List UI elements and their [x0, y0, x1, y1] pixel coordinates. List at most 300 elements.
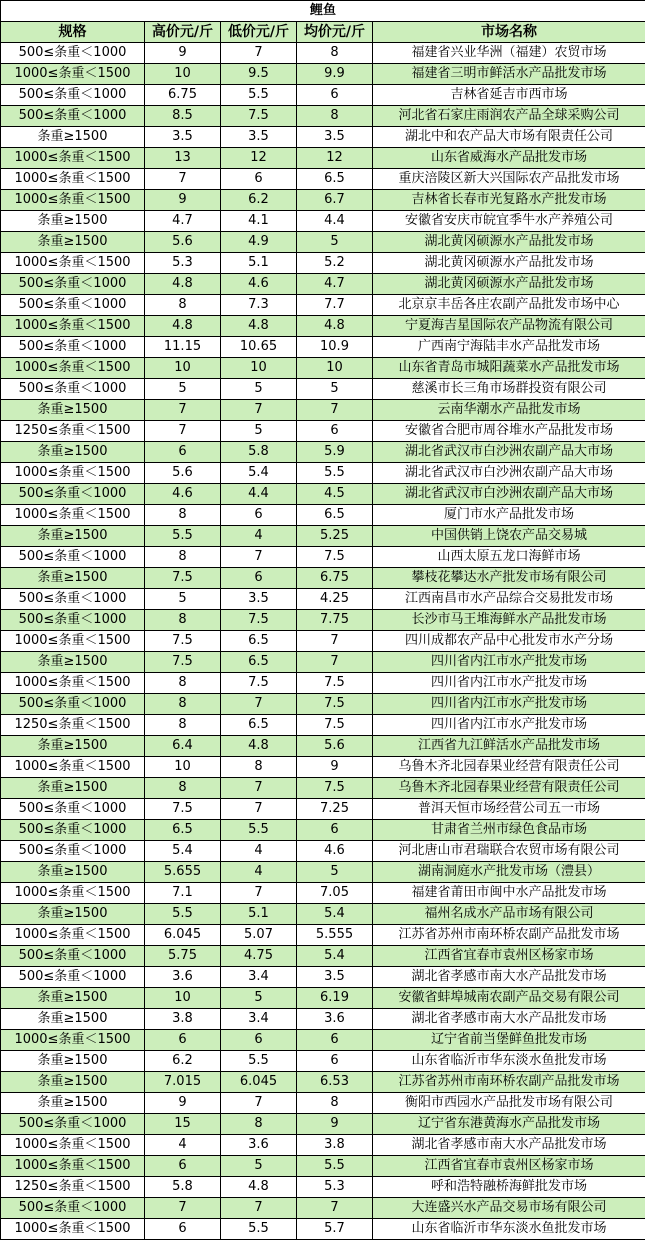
cell-low-price: 5.5 [221, 85, 297, 106]
cell-spec: 500≤条重＜1000 [1, 43, 145, 64]
cell-high-price: 5.4 [145, 841, 221, 862]
cell-low-price: 3.6 [221, 1135, 297, 1156]
cell-high-price: 7 [145, 400, 221, 421]
cell-high-price: 7 [145, 169, 221, 190]
table-row [1, 337, 645, 358]
cell-avg-price: 7 [297, 400, 373, 421]
table-row [1, 505, 645, 526]
cell-market-name: 湖北黄冈硕源水产品批发市场 [373, 253, 645, 274]
cell-high-price: 8 [145, 547, 221, 568]
table-row [1, 736, 645, 757]
cell-market-name: 乌鲁木齐北园春果业经营有限责任公司 [373, 778, 645, 799]
cell-avg-price: 5.5 [297, 463, 373, 484]
title-row [1, 1, 645, 22]
cell-low-price: 9.5 [221, 64, 297, 85]
cell-avg-price: 7.5 [297, 778, 373, 799]
table-row [1, 127, 645, 148]
cell-high-price: 6 [145, 1030, 221, 1051]
cell-avg-price: 12 [297, 148, 373, 169]
cell-avg-price: 6.19 [297, 988, 373, 1009]
cell-high-price: 5.3 [145, 253, 221, 274]
cell-spec: 1000≤条重＜1500 [1, 505, 145, 526]
table-row [1, 316, 645, 337]
cell-market-name: 湖北省武汉市白沙洲农副产品大市场 [373, 463, 645, 484]
cell-low-price: 6.2 [221, 190, 297, 211]
cell-market-name: 厦门市水产品批发市场 [373, 505, 645, 526]
cell-avg-price: 3.6 [297, 1009, 373, 1030]
cell-avg-price: 5.9 [297, 442, 373, 463]
cell-market-name: 宁夏海吉星国际农产品物流有限公司 [373, 316, 645, 337]
table-row [1, 1219, 645, 1240]
cell-high-price: 10 [145, 64, 221, 85]
cell-market-name: 江苏省苏州市南环桥农副产品批发市场 [373, 1072, 645, 1093]
cell-avg-price: 5.3 [297, 1177, 373, 1198]
cell-avg-price: 6 [297, 1051, 373, 1072]
cell-high-price: 5.6 [145, 232, 221, 253]
table-row [1, 106, 645, 127]
cell-spec: 500≤条重＜1000 [1, 946, 145, 967]
table-row [1, 358, 645, 379]
cell-low-price: 6 [221, 169, 297, 190]
table-row [1, 232, 645, 253]
cell-high-price: 8 [145, 295, 221, 316]
cell-low-price: 8 [221, 757, 297, 778]
cell-avg-price: 7.5 [297, 694, 373, 715]
table-row [1, 211, 645, 232]
cell-spec: 500≤条重＜1000 [1, 610, 145, 631]
cell-avg-price: 5.5 [297, 1156, 373, 1177]
cell-avg-price: 9 [297, 757, 373, 778]
header-row [1, 22, 645, 43]
cell-high-price: 3.8 [145, 1009, 221, 1030]
cell-avg-price: 7.5 [297, 547, 373, 568]
cell-avg-price: 7 [297, 631, 373, 652]
table-row [1, 841, 645, 862]
cell-spec: 条重≥1500 [1, 1072, 145, 1093]
cell-high-price: 5.655 [145, 862, 221, 883]
table-row [1, 1093, 645, 1114]
cell-low-price: 6 [221, 568, 297, 589]
table-row [1, 757, 645, 778]
cell-low-price: 7.5 [221, 106, 297, 127]
cell-market-name: 重庆涪陵区新大兴国际农产品批发市场 [373, 169, 645, 190]
cell-spec: 条重≥1500 [1, 1009, 145, 1030]
cell-market-name: 湖北黄冈硕源水产品批发市场 [373, 232, 645, 253]
cell-high-price: 3.5 [145, 127, 221, 148]
table-row [1, 1030, 645, 1051]
cell-high-price: 6.045 [145, 925, 221, 946]
cell-low-price: 3.4 [221, 1009, 297, 1030]
cell-avg-price: 7.5 [297, 673, 373, 694]
cell-market-name: 福建省三明市鲜活水产品批发市场 [373, 64, 645, 85]
cell-spec: 1000≤条重＜1500 [1, 316, 145, 337]
cell-high-price: 9 [145, 43, 221, 64]
cell-high-price: 10 [145, 358, 221, 379]
table-row [1, 694, 645, 715]
cell-market-name: 乌鲁木齐北园春果业经营有限责任公司 [373, 757, 645, 778]
cell-high-price: 10 [145, 757, 221, 778]
cell-market-name: 四川省内江市水产批发市场 [373, 715, 645, 736]
cell-avg-price: 6.75 [297, 568, 373, 589]
cell-avg-price: 4.5 [297, 484, 373, 505]
cell-avg-price: 5.25 [297, 526, 373, 547]
table-row [1, 1198, 645, 1219]
cell-avg-price: 5 [297, 232, 373, 253]
cell-low-price: 10 [221, 358, 297, 379]
cell-low-price: 4.6 [221, 274, 297, 295]
cell-high-price: 6 [145, 1156, 221, 1177]
cell-low-price: 5.5 [221, 820, 297, 841]
cell-spec: 1000≤条重＜1500 [1, 358, 145, 379]
cell-low-price: 5 [221, 988, 297, 1009]
cell-market-name: 甘肃省兰州市绿色食品市场 [373, 820, 645, 841]
table-row [1, 568, 645, 589]
cell-market-name: 湖北中和农产品大市场有限责任公司 [373, 127, 645, 148]
cell-spec: 1250≤条重＜1500 [1, 715, 145, 736]
cell-high-price: 15 [145, 1114, 221, 1135]
table-title: 鲤鱼 [1, 1, 645, 22]
cell-spec: 1000≤条重＜1500 [1, 631, 145, 652]
table-row [1, 547, 645, 568]
cell-market-name: 河北唐山市君瑞联合农贸市场有限公司 [373, 841, 645, 862]
cell-high-price: 7.5 [145, 799, 221, 820]
cell-spec: 500≤条重＜1000 [1, 799, 145, 820]
cell-avg-price: 6.5 [297, 169, 373, 190]
cell-avg-price: 8 [297, 43, 373, 64]
cell-avg-price: 3.8 [297, 1135, 373, 1156]
header-spec: 规格 [1, 22, 145, 43]
cell-spec: 1000≤条重＜1500 [1, 673, 145, 694]
cell-market-name: 辽宁省东港黄海水产品批发市场 [373, 1114, 645, 1135]
cell-spec: 条重≥1500 [1, 127, 145, 148]
table-row [1, 1156, 645, 1177]
cell-spec: 1000≤条重＜1500 [1, 1219, 145, 1240]
header-high-price: 高价元/斤 [145, 22, 221, 43]
cell-high-price: 7.5 [145, 652, 221, 673]
cell-low-price: 7.3 [221, 295, 297, 316]
table-row [1, 862, 645, 883]
cell-high-price: 5 [145, 379, 221, 400]
cell-high-price: 13 [145, 148, 221, 169]
cell-low-price: 5.07 [221, 925, 297, 946]
cell-avg-price: 5 [297, 862, 373, 883]
table-row [1, 442, 645, 463]
cell-low-price: 6.045 [221, 1072, 297, 1093]
cell-avg-price: 6.5 [297, 505, 373, 526]
cell-high-price: 7.1 [145, 883, 221, 904]
cell-market-name: 湖南洞庭水产批发市场（澧县） [373, 862, 645, 883]
table-row [1, 967, 645, 988]
cell-low-price: 4.8 [221, 316, 297, 337]
cell-avg-price: 5.7 [297, 1219, 373, 1240]
table-row [1, 1009, 645, 1030]
cell-market-name: 江西省宜春市袁州区杨家市场 [373, 1156, 645, 1177]
cell-market-name: 湖北省孝感市南大水产品批发市场 [373, 1135, 645, 1156]
cell-spec: 500≤条重＜1000 [1, 820, 145, 841]
table-row [1, 379, 645, 400]
cell-spec: 条重≥1500 [1, 862, 145, 883]
cell-market-name: 福建省莆田市闽中水产品批发市场 [373, 883, 645, 904]
cell-avg-price: 9 [297, 1114, 373, 1135]
cell-spec: 500≤条重＜1000 [1, 379, 145, 400]
cell-avg-price: 10 [297, 358, 373, 379]
cell-avg-price: 4.4 [297, 211, 373, 232]
table-row [1, 484, 645, 505]
cell-high-price: 6.5 [145, 820, 221, 841]
table-row [1, 421, 645, 442]
table-row [1, 904, 645, 925]
cell-market-name: 江苏省苏州市南环桥农副产品批发市场 [373, 925, 645, 946]
table-row [1, 610, 645, 631]
cell-high-price: 5.75 [145, 946, 221, 967]
table-row [1, 799, 645, 820]
cell-high-price: 11.15 [145, 337, 221, 358]
table-row [1, 778, 645, 799]
cell-low-price: 4.4 [221, 484, 297, 505]
cell-avg-price: 5.555 [297, 925, 373, 946]
cell-spec: 500≤条重＜1000 [1, 337, 145, 358]
cell-low-price: 5.4 [221, 463, 297, 484]
cell-high-price: 6 [145, 442, 221, 463]
cell-avg-price: 6.7 [297, 190, 373, 211]
cell-market-name: 山东省临沂市华东淡水鱼批发市场 [373, 1051, 645, 1072]
cell-spec: 1000≤条重＜1500 [1, 253, 145, 274]
table-row [1, 463, 645, 484]
cell-high-price: 8 [145, 673, 221, 694]
cell-avg-price: 5.4 [297, 904, 373, 925]
table-row [1, 253, 645, 274]
cell-low-price: 5 [221, 421, 297, 442]
cell-spec: 条重≥1500 [1, 526, 145, 547]
cell-high-price: 5.6 [145, 463, 221, 484]
cell-spec: 条重≥1500 [1, 211, 145, 232]
cell-market-name: 安徽省合肥市周谷堆水产品批发市场 [373, 421, 645, 442]
cell-spec: 条重≥1500 [1, 1051, 145, 1072]
cell-spec: 条重≥1500 [1, 232, 145, 253]
table-row [1, 673, 645, 694]
cell-low-price: 7.5 [221, 610, 297, 631]
cell-spec: 1000≤条重＜1500 [1, 883, 145, 904]
cell-spec: 1250≤条重＜1500 [1, 1177, 145, 1198]
cell-low-price: 6.5 [221, 631, 297, 652]
cell-spec: 500≤条重＜1000 [1, 841, 145, 862]
cell-low-price: 5 [221, 1156, 297, 1177]
cell-avg-price: 4.6 [297, 841, 373, 862]
cell-high-price: 6.2 [145, 1051, 221, 1072]
cell-avg-price: 5 [297, 379, 373, 400]
cell-spec: 500≤条重＜1000 [1, 484, 145, 505]
cell-avg-price: 7 [297, 652, 373, 673]
cell-market-name: 吉林省长春市光复路水产批发市场 [373, 190, 645, 211]
cell-high-price: 8 [145, 610, 221, 631]
cell-market-name: 攀枝花攀达水产批发市场有限公司 [373, 568, 645, 589]
cell-avg-price: 4.7 [297, 274, 373, 295]
cell-low-price: 10.65 [221, 337, 297, 358]
cell-market-name: 四川省内江市水产批发市场 [373, 694, 645, 715]
cell-spec: 条重≥1500 [1, 652, 145, 673]
cell-low-price: 4.8 [221, 1177, 297, 1198]
table-row [1, 820, 645, 841]
cell-spec: 条重≥1500 [1, 736, 145, 757]
cell-avg-price: 3.5 [297, 967, 373, 988]
cell-low-price: 5.1 [221, 253, 297, 274]
cell-low-price: 5.5 [221, 1219, 297, 1240]
table-row [1, 1135, 645, 1156]
cell-market-name: 普洱天恒市场经营公司五一市场 [373, 799, 645, 820]
cell-avg-price: 7.5 [297, 715, 373, 736]
table-row [1, 631, 645, 652]
cell-avg-price: 7.05 [297, 883, 373, 904]
cell-market-name: 四川成都农产品中心批发市水产分场 [373, 631, 645, 652]
table-row [1, 64, 645, 85]
cell-spec: 条重≥1500 [1, 400, 145, 421]
cell-low-price: 8 [221, 1114, 297, 1135]
cell-market-name: 呼和浩特融桥海鲜批发市场 [373, 1177, 645, 1198]
cell-market-name: 河北省石家庄雨润农产品全球采购公司 [373, 106, 645, 127]
cell-low-price: 7 [221, 1198, 297, 1219]
cell-market-name: 湖北省孝感市南大水产品批发市场 [373, 1009, 645, 1030]
cell-high-price: 6 [145, 1219, 221, 1240]
cell-high-price: 7.5 [145, 631, 221, 652]
cell-market-name: 湖北省孝感市南大水产品批发市场 [373, 967, 645, 988]
cell-market-name: 大连盛兴水产品交易市场有限公司 [373, 1198, 645, 1219]
cell-market-name: 福建省兴业华洲（福建）农贸市场 [373, 43, 645, 64]
cell-spec: 500≤条重＜1000 [1, 106, 145, 127]
cell-high-price: 7 [145, 421, 221, 442]
cell-low-price: 6.5 [221, 715, 297, 736]
cell-avg-price: 6 [297, 1030, 373, 1051]
cell-market-name: 山东省临沂市华东淡水鱼批发市场 [373, 1219, 645, 1240]
table-row [1, 43, 645, 64]
cell-market-name: 中国供销上饶农产品交易城 [373, 526, 645, 547]
cell-market-name: 山东省青岛市城阳蔬菜水产品批发市场 [373, 358, 645, 379]
cell-high-price: 8 [145, 694, 221, 715]
table-row [1, 925, 645, 946]
cell-spec: 条重≥1500 [1, 442, 145, 463]
table-row [1, 295, 645, 316]
cell-avg-price: 6.53 [297, 1072, 373, 1093]
cell-low-price: 4.8 [221, 736, 297, 757]
table-row [1, 652, 645, 673]
cell-market-name: 安徽省安庆市皖宜季牛水产养殖公司 [373, 211, 645, 232]
cell-high-price: 8.5 [145, 106, 221, 127]
cell-spec: 500≤条重＜1000 [1, 694, 145, 715]
cell-market-name: 云南华潮水产品批发市场 [373, 400, 645, 421]
cell-spec: 500≤条重＜1000 [1, 274, 145, 295]
cell-low-price: 7 [221, 799, 297, 820]
cell-high-price: 5.5 [145, 526, 221, 547]
cell-low-price: 4.75 [221, 946, 297, 967]
cell-low-price: 7 [221, 694, 297, 715]
cell-market-name: 安徽省蚌埠城南农副产品交易有限公司 [373, 988, 645, 1009]
cell-spec: 条重≥1500 [1, 904, 145, 925]
cell-high-price: 4.6 [145, 484, 221, 505]
cell-avg-price: 7.25 [297, 799, 373, 820]
cell-spec: 条重≥1500 [1, 988, 145, 1009]
cell-avg-price: 5.6 [297, 736, 373, 757]
cell-market-name: 湖北省武汉市白沙洲农副产品大市场 [373, 484, 645, 505]
cell-market-name: 慈溪市长三角市场群投资有限公司 [373, 379, 645, 400]
cell-spec: 500≤条重＜1000 [1, 1114, 145, 1135]
cell-low-price: 6 [221, 1030, 297, 1051]
cell-high-price: 9 [145, 190, 221, 211]
cell-avg-price: 3.5 [297, 127, 373, 148]
cell-avg-price: 8 [297, 106, 373, 127]
cell-low-price: 5.1 [221, 904, 297, 925]
cell-spec: 1250≤条重＜1500 [1, 421, 145, 442]
cell-market-name: 四川省内江市水产批发市场 [373, 673, 645, 694]
table-row [1, 1051, 645, 1072]
table-row [1, 85, 645, 106]
cell-high-price: 10 [145, 988, 221, 1009]
cell-low-price: 6.5 [221, 652, 297, 673]
cell-low-price: 5.8 [221, 442, 297, 463]
cell-market-name: 四川省内江市水产批发市场 [373, 652, 645, 673]
cell-avg-price: 7.7 [297, 295, 373, 316]
cell-low-price: 7 [221, 43, 297, 64]
cell-high-price: 5 [145, 589, 221, 610]
table-row [1, 169, 645, 190]
cell-spec: 1000≤条重＜1500 [1, 169, 145, 190]
cell-market-name: 衡阳市西园水产品批发市场有限公司 [373, 1093, 645, 1114]
cell-high-price: 9 [145, 1093, 221, 1114]
cell-spec: 条重≥1500 [1, 568, 145, 589]
cell-low-price: 7 [221, 778, 297, 799]
cell-high-price: 7 [145, 1198, 221, 1219]
table-body [1, 43, 645, 1240]
cell-market-name: 江西省九江鲜活水产品批发市场 [373, 736, 645, 757]
cell-spec: 条重≥1500 [1, 778, 145, 799]
cell-spec: 500≤条重＜1000 [1, 295, 145, 316]
cell-market-name: 辽宁省前当堡鲜鱼批发市场 [373, 1030, 645, 1051]
cell-spec: 1000≤条重＜1500 [1, 757, 145, 778]
cell-market-name: 吉林省延吉市西市场 [373, 85, 645, 106]
cell-low-price: 4.9 [221, 232, 297, 253]
cell-avg-price: 5.2 [297, 253, 373, 274]
header-avg-price: 均价元/斤 [297, 22, 373, 43]
cell-spec: 1000≤条重＜1500 [1, 190, 145, 211]
cell-avg-price: 4.8 [297, 316, 373, 337]
cell-high-price: 8 [145, 505, 221, 526]
cell-spec: 500≤条重＜1000 [1, 1198, 145, 1219]
cell-market-name: 长沙市马王堆海鲜水产品批发市场 [373, 610, 645, 631]
table-row [1, 883, 645, 904]
cell-high-price: 8 [145, 715, 221, 736]
cell-avg-price: 5.4 [297, 946, 373, 967]
cell-low-price: 3.4 [221, 967, 297, 988]
table-row [1, 274, 645, 295]
cell-spec: 1000≤条重＜1500 [1, 463, 145, 484]
cell-market-name: 广西南宁海陆丰水产品批发市场 [373, 337, 645, 358]
header-market-name: 市场名称 [373, 22, 645, 43]
cell-spec: 1000≤条重＜1500 [1, 1135, 145, 1156]
cell-market-name: 福州名成水产品市场有限公司 [373, 904, 645, 925]
cell-high-price: 4.8 [145, 316, 221, 337]
cell-high-price: 4.8 [145, 274, 221, 295]
cell-avg-price: 6 [297, 421, 373, 442]
cell-high-price: 5.8 [145, 1177, 221, 1198]
cell-spec: 500≤条重＜1000 [1, 85, 145, 106]
cell-low-price: 5 [221, 379, 297, 400]
cell-low-price: 7 [221, 547, 297, 568]
table-row [1, 400, 645, 421]
cell-spec: 1000≤条重＜1500 [1, 148, 145, 169]
cell-avg-price: 8 [297, 1093, 373, 1114]
cell-high-price: 3.6 [145, 967, 221, 988]
cell-market-name: 湖北黄冈硕源水产品批发市场 [373, 274, 645, 295]
table-row [1, 1072, 645, 1093]
cell-avg-price: 4.25 [297, 589, 373, 610]
